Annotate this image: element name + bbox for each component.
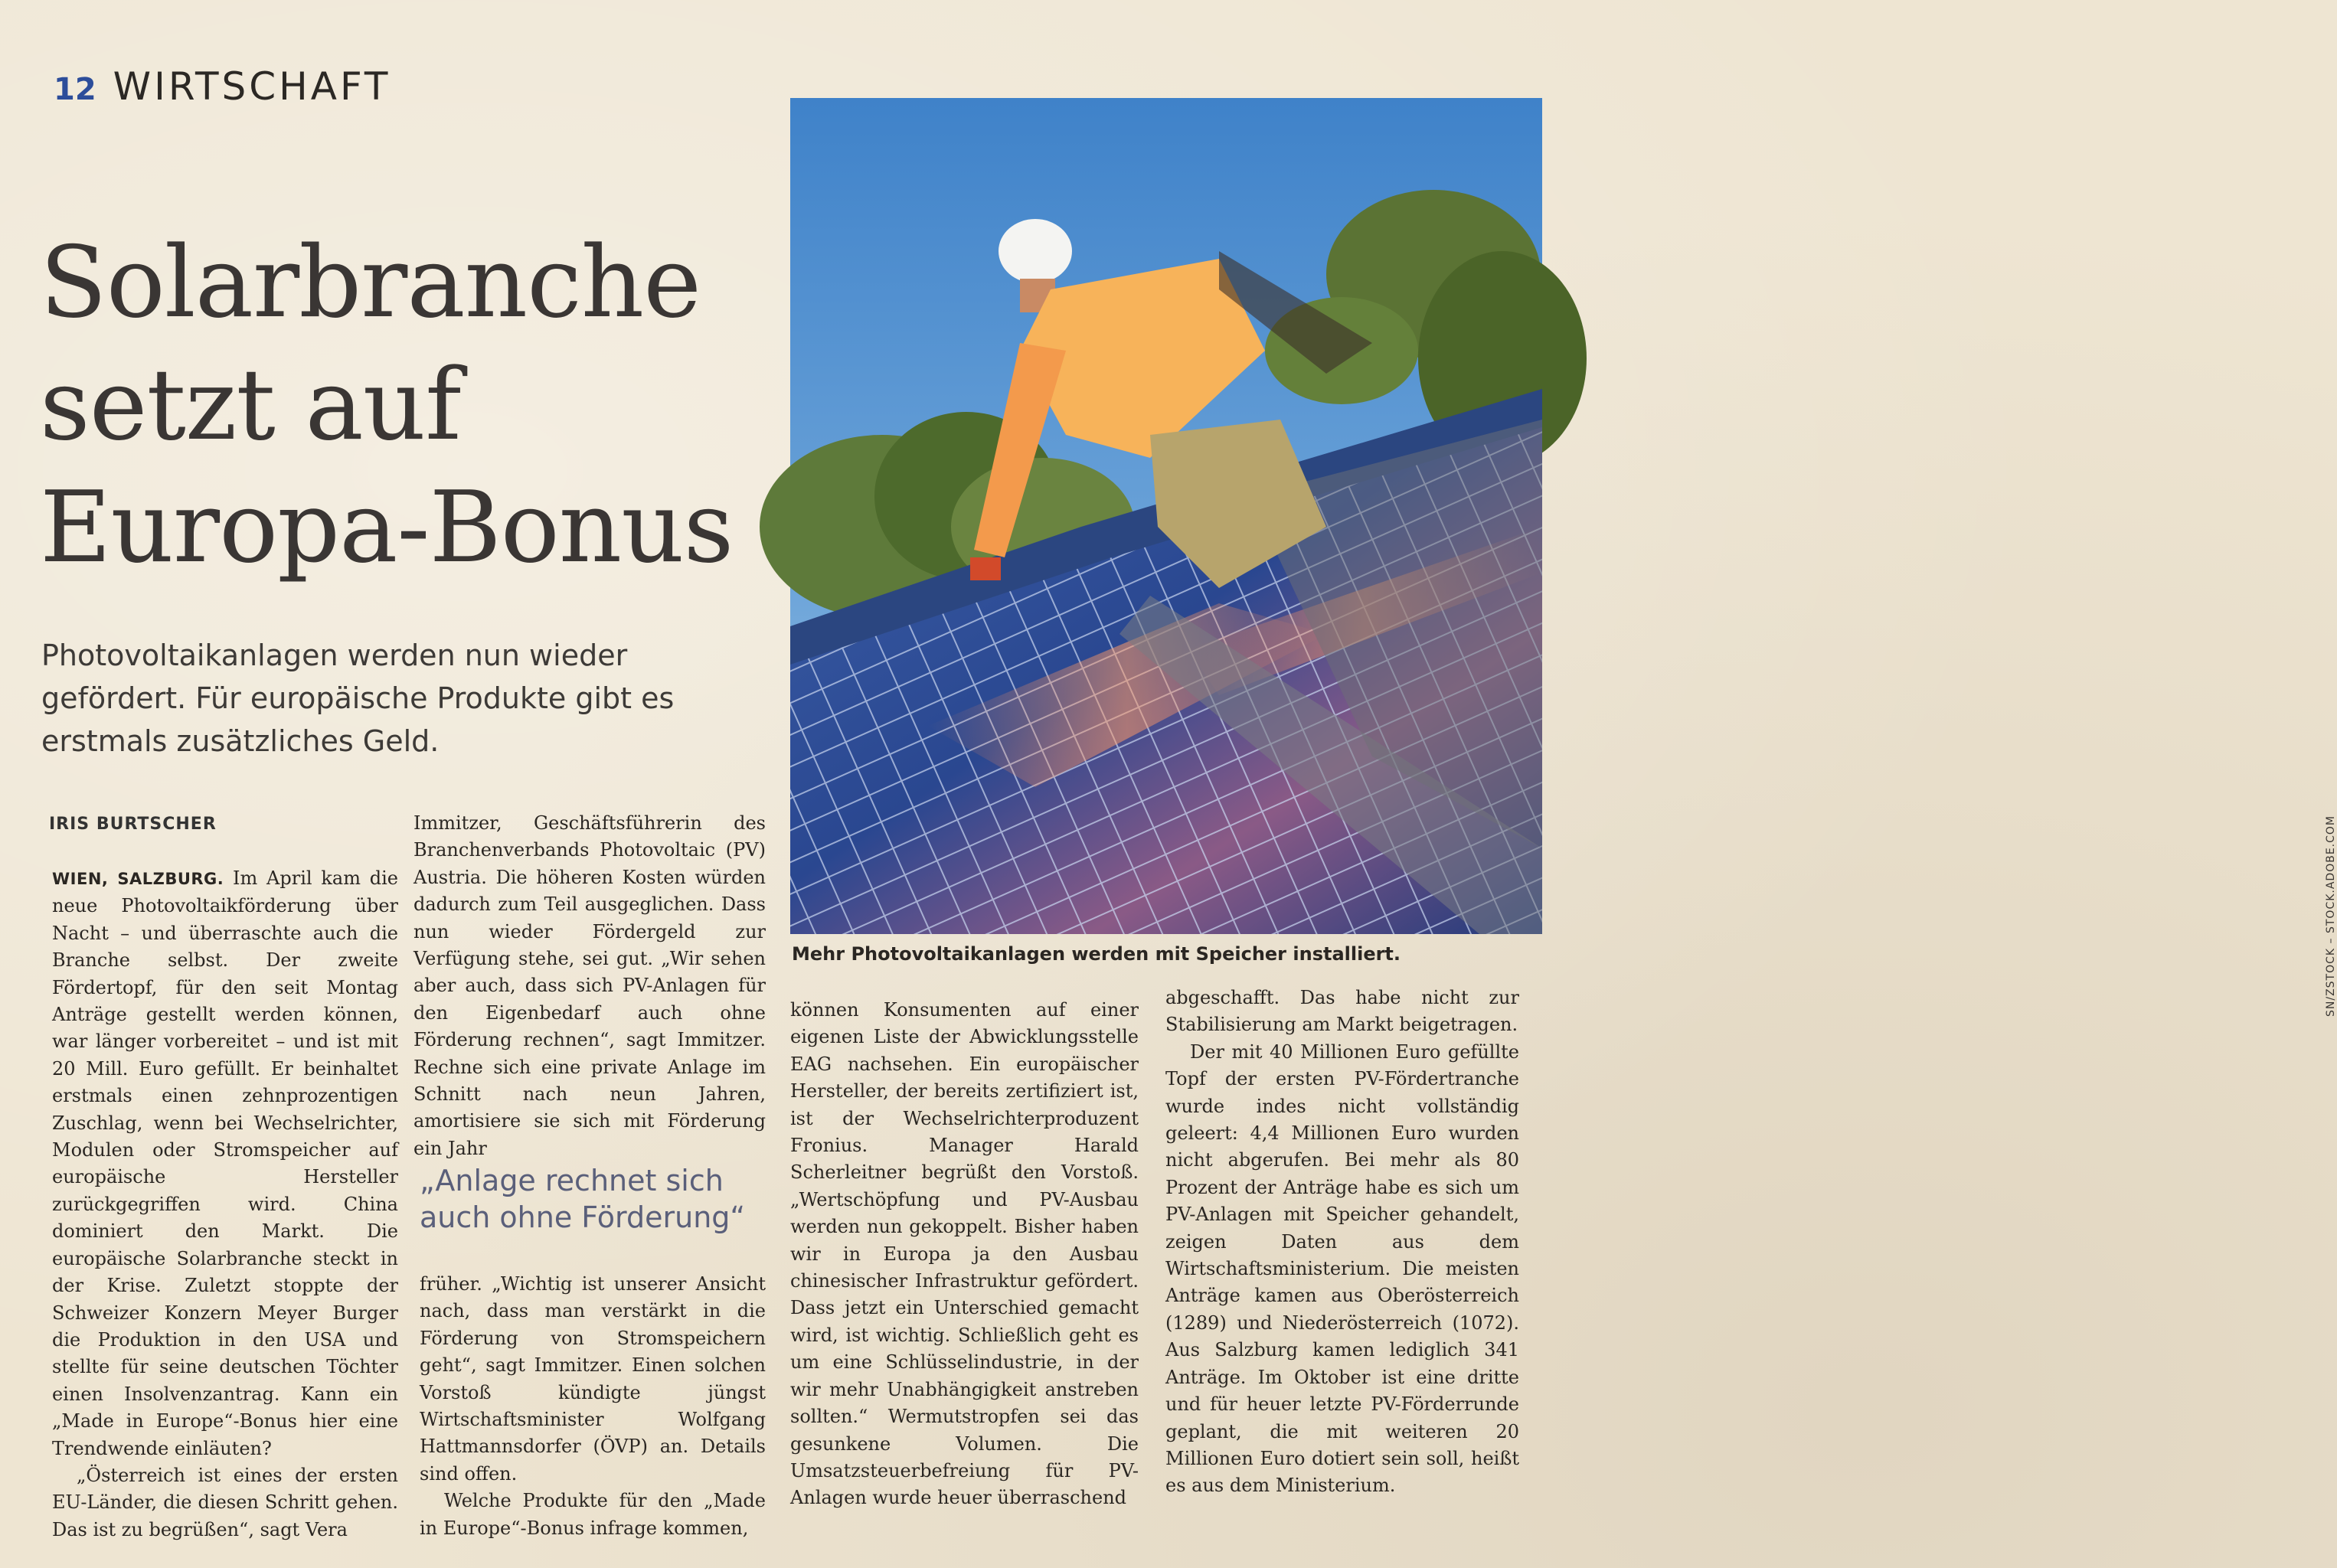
photo-caption: Mehr Photovoltaikanlagen werden mit Speicher installiert. <box>792 943 1401 965</box>
paragraph: können Konsumenten auf einer eigenen Liste der Abwicklungsstelle EAG nachsehen. Ein europäischer Hersteller, der bereits zertifiziert ist, ist der Wechselrichterproduzent Fronius. Manager Harald Scherleitner begrüßt den Vorstoß. „Wertschöpfung und PV-Ausbau werden nun gekoppelt. Bisher haben wir in Europa ja den Ausbau chinesischer Infrastruktur gefördert. Dass jetzt ein Unterschied gemacht wird, ist wichtig. Schließlich geht es um eine Schlüsselindustrie, in der wir mehr Unabhängigkeit anstreben sollten.“ Wermutstropfen sei das gesunkene Volumen. Die Umsatzsteuerbefreiung für PV-Anlagen wurde heuer überraschend <box>790 999 1139 1509</box>
subheadline: Photovoltaikanlagen werden nun wieder gefördert. Für europäische Produkte gibt es erstmals zusätzliches Geld. <box>41 639 675 758</box>
paragraph: Immitzer, Geschäftsführerin des Branchenverbands Photovoltaic (PV) Austria. Die höheren Kosten würden dadurch zum Teil ausgeglichen. Dass nun wieder Fördergeld zur Verfügung stehe, sei gut. „Wir sehen aber auch, dass sich PV-Anlagen für den Eigenbedarf auch ohne Förderung rechnen“, sagt Immitzer. Rechne sich eine private Anlage im Schnitt nach neun Jahren, amortisiere sie sich mit Förderung ein Jahr <box>413 812 766 1159</box>
paragraph <box>52 865 398 1462</box>
article-column-4 <box>1165 985 1519 1500</box>
headline: Solarbranche setzt auf Europa-Bonus <box>40 226 734 585</box>
solar-installer-photo <box>790 98 1542 934</box>
paragraph: „Österreich ist eines der ersten EU-Länder, die diesen Schritt gehen. Das ist zu begrüßen“, sagt Vera <box>52 1464 398 1540</box>
article-column-3 <box>790 997 1139 1512</box>
paragraph: früher. „Wichtig ist unserer Ansicht nach, dass man verstärkt in die Förderung von Stromspeichern geht“, sagt Immitzer. Einen solchen Vorstoß kündigte jüngst Wirtschaftsminister Wolfgang Hattmannsdorfer (ÖVP) an. Details sind offen. <box>420 1273 766 1485</box>
pull-quote: „Anlage rechnet sich auch ohne Förderung“ <box>420 1164 746 1234</box>
article-column-2-top <box>413 810 766 1162</box>
section-name: WIRTSCHAFT <box>113 64 391 109</box>
article-column-1 <box>52 865 398 1544</box>
paragraph: abgeschafft. Das habe nicht zur Stabilisierung am Markt beigetragen. <box>1165 987 1519 1036</box>
photo-credit: SN/ZSTOCK – STOCK.ADOBE.COM <box>2325 815 2337 1017</box>
paragraph: Der mit 40 Millionen Euro gefüllte Topf der ersten PV-Fördertranche wurde indes nicht vollständig geleert: 4,4 Millionen Euro wurden nicht abgerufen. Bei mehr als 80 Prozent der Anträge habe es sich um PV-Anlagen mit Speicher gehandelt, zeigen Daten aus dem Wirtschaftsministerium. Die meisten Anträge kamen aus Oberösterreich (1289) und Niederösterreich (1072). Aus Salzburg kamen lediglich 341 Anträge. Im Oktober ist eine dritte und für heuer letzte PV-Förderrunde geplant, die mit weiteren 20 Millionen Euro dotiert sein soll, heißt es aus dem Ministerium. <box>1165 1040 1519 1497</box>
section-header <box>54 64 391 109</box>
dateline: WIEN, SALZBURG. <box>52 870 224 888</box>
paragraph-text: Im April kam die neue Photovoltaikförderung über Nacht – und überraschte auch die Branche selbst. Der zweite Fördertopf, für den seit Montag Anträge gestellt werden können, war länger vorbereitet – und ist mit 20 Mill. Euro gefüllt. Er beinhaltet erstmals einen zehnprozentigen Zuschlag, wenn bei Wechselrichter, Modulen oder Stromspeicher auf europäische Hersteller zurückgegriffen wird. China dominiert den Markt. Die europäische Solarbranche steckt in der Krise. Zuletzt stoppte der Schweizer Konzern Meyer Burger die Produktion in den USA und stellte für seine deutschen Töchter einen Insolvenzantrag. Kann ein „Made in Europe“-Bonus hier eine Trendwende einläuten? <box>52 867 398 1459</box>
paragraph: Welche Produkte für den „Made in Europe“-Bonus infrage kommen, <box>420 1490 766 1539</box>
author-byline: IRIS BURTSCHER <box>49 815 217 834</box>
page-number: 12 <box>54 72 96 107</box>
article-column-2-bottom <box>420 1271 766 1542</box>
